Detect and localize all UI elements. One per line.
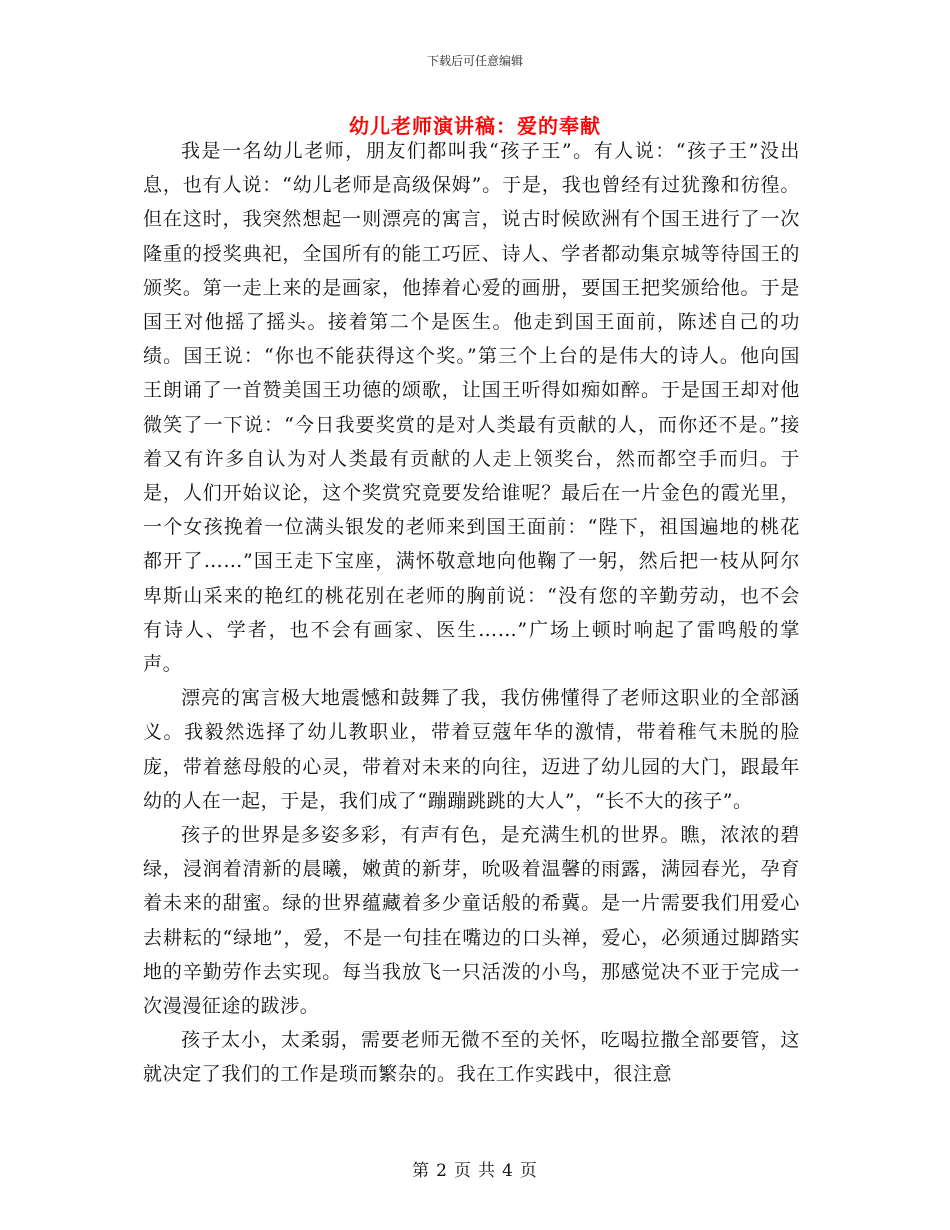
paragraph-2: 漂亮的寓言极大地震憾和鼓舞了我，我仿佛懂得了老师这职业的全部涵义。我毅然选择了幼儿教职业，带着豆蔻年华的激情，带着稚气未脱的脸庞，带着慈母般的心灵，带着对未来的向往，迈进了幼儿园的大门，跟最年幼的人在一起，于是，我们成了“蹦蹦跳跳的大人”，“长不大的孩子”。	[143, 687, 800, 812]
page-header-note: 下载后可任意编辑	[426, 54, 523, 68]
footer-prefix: 第	[412, 1161, 431, 1181]
footer-suffix: 页	[519, 1161, 538, 1181]
paragraph-3: 孩子的世界是多姿多彩，有声有色，是充满生机的世界。瞧，浓浓的碧绿，浸润着清新的晨曦，嫩黄的新芽，吮吸着温馨的雨露，满园春光，孕育着未来的甜蜜。绿的世界蕴藏着多少童话般的希冀。是一片需要我们用爱心去耕耘的“绿地”，爱，不是一句挂在嘴边的口头禅，爱心，必须通过脚踏实地的辛勤劳作去实现。每当我放飞一只活泼的小鸟，那感觉决不亚于完成一次漫漫征途的跋涉。	[143, 824, 800, 1018]
paragraph-4: 孩子太小，太柔弱，需要老师无微不至的关怀，吃喝拉撒全部要管，这就决定了我们的工作是琐而繁杂的。我在工作实践中，很注意	[143, 1029, 800, 1086]
footer-current-page: 2	[436, 1161, 448, 1181]
paragraph-1: 我是一名幼儿老师，朋友们都叫我“孩子王”。有人说：“孩子王”没出息，也有人说：“幼儿老师是高级保姆”。于是，我也曾经有过犹豫和彷徨。但在这时，我突然想起一则漂亮的寓言，说古时候欧洲有个国王进行了一次隆重的授奖典祀，全国所有的能工巧匠、诗人、学者都动集京城等待国王的颁奖。第一走上来的是画家，他捧着心爱的画册，要国王把奖颁给他。于是国王对他摇了摇头。接着第二个是医生。他走到国王面前，陈述自己的功绩。国王说：“你也不能获得这个奖。”第三个上台的是伟大的诗人。他向国王朗诵了一首赞美国王功德的颂歌，让国王听得如痴如醉。于是国王却对他微笑了一下说：“今日我要奖赏的是对人类最有贡献的人，而你还不是。”接着又有许多自认为对人类最有贡献的人走上领奖台，然而都空手而归。于是，人们开始议论，这个奖赏究竟要发给谁呢？最后在一片金色的霞光里，一个女孩挽着一位满头银发的老师来到国王面前：“陛下，祖国遍地的桃花都开了……”国王走下宝座，满怀敬意地向他鞠了一躬，然后把一枝从阿尔卑斯山采来的艳红的桃花别在老师的胸前说：“没有您的辛勤劳动，也不会有诗人、学者，也不会有画家、医生……”广场上顿时响起了雷鸣般的掌声。	[143, 140, 800, 676]
document-body	[143, 134, 800, 1092]
footer-mid1: 页	[454, 1161, 472, 1181]
document-title: 幼儿老师演讲稿：爱的奉献	[349, 114, 601, 138]
page-number-footer	[0, 1156, 950, 1181]
footer-total-pages: 4	[502, 1161, 514, 1181]
footer-mid2: 共	[478, 1161, 496, 1181]
